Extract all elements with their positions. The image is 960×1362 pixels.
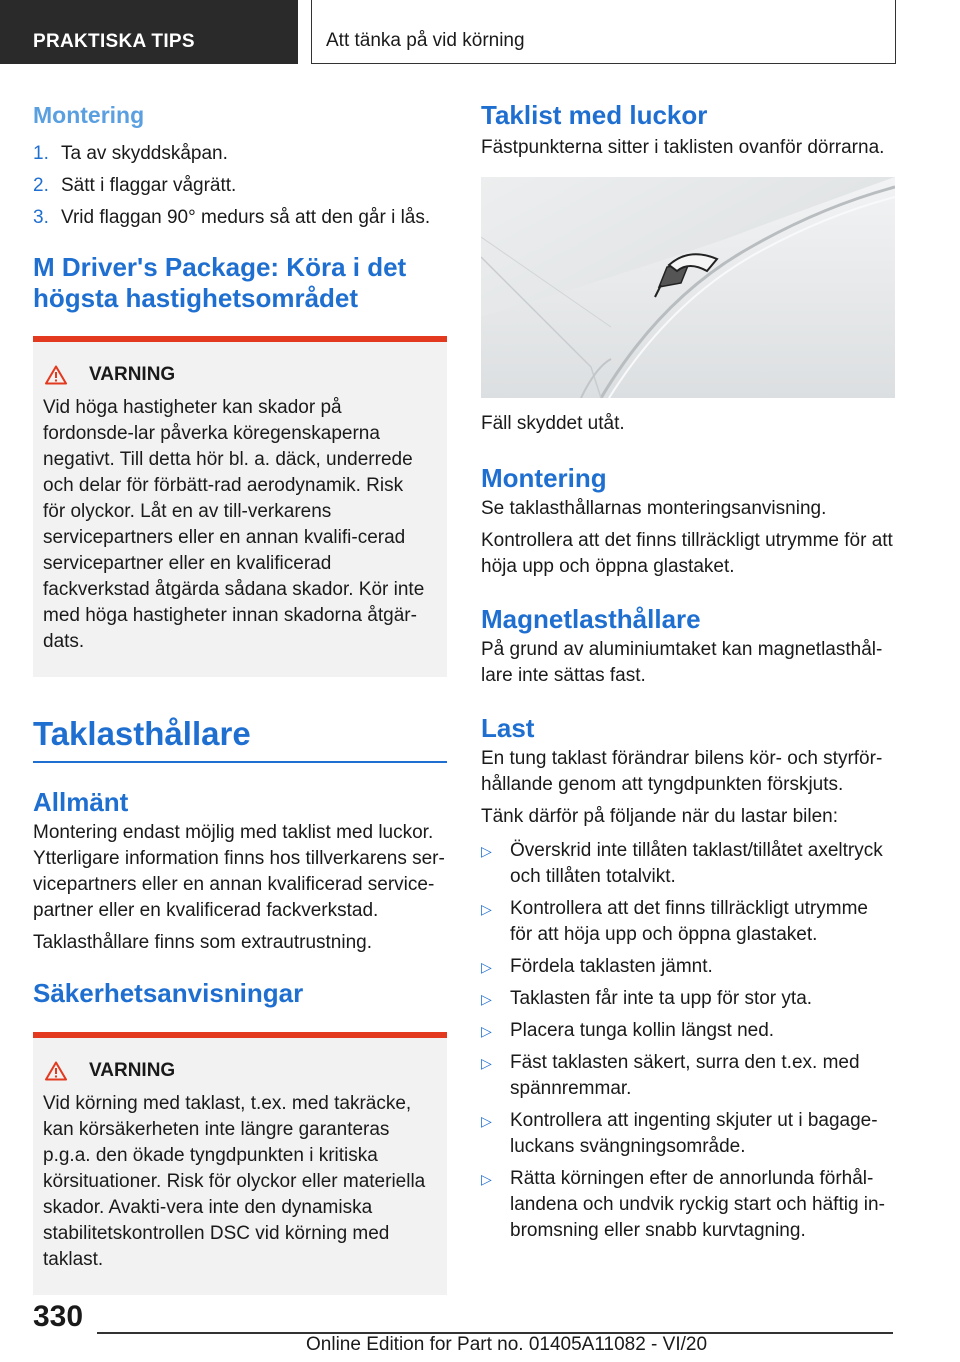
warning-title bbox=[38, 364, 427, 386]
list-item bbox=[481, 896, 895, 948]
montering-steps bbox=[33, 138, 447, 234]
magnet-paragraph: På grund av aluminiumtaket kan magnetlasthål-lare inte sättas fast. bbox=[481, 639, 883, 686]
warning-title-text: VARNING bbox=[89, 364, 176, 385]
bullet-triangle-icon: ▷ bbox=[481, 1023, 492, 1039]
allmant-paragraph-2: Taklasthållare finns som extrautrustning. bbox=[33, 931, 372, 953]
step-text: Ta av skyddskåpan. bbox=[61, 143, 228, 164]
mdriver-heading-line2: högsta hastighetsområdet bbox=[33, 283, 359, 313]
warning-title-text: VARNING bbox=[89, 1059, 176, 1081]
step-item bbox=[33, 170, 447, 202]
bullet-triangle-icon: ▷ bbox=[481, 1113, 492, 1129]
footer-edition: Online Edition for Part no. 01405A11082 - VI/20 bbox=[306, 1334, 708, 1355]
taklist-heading: Taklist med luckor bbox=[481, 100, 708, 130]
allmant-paragraph: Montering endast möjlig med taklist med luckor. Ytterligare information finns hos tillverkarens ser-vicepartners eller en annan kvalificerad service-partner eller en kvalificerad fackverkstad. bbox=[33, 821, 445, 921]
list-item-text: Fördela taklasten jämnt. bbox=[510, 956, 713, 977]
list-item-text: Kontrollera att det finns tillräckligt utrymme för att höja upp och öppna glastaket. bbox=[510, 898, 868, 945]
step-text: Vrid flaggan 90° medurs så att den går i lås. bbox=[61, 207, 431, 228]
list-item bbox=[481, 1108, 895, 1160]
step-number: 2. bbox=[33, 175, 49, 196]
bullet-triangle-icon: ▷ bbox=[481, 1171, 492, 1187]
montering-paragraph: Se taklasthållarnas monteringsanvisning. bbox=[481, 498, 827, 519]
list-item bbox=[481, 986, 895, 1012]
mdriver-heading-line1: M Driver's Package: Köra i det bbox=[33, 252, 407, 282]
warning-text: Vid höga hastigheter kan skador på fordonsde-lar påverka köregenskaperna negativt. Till detta hör bl. a. däck, underrede och delar för förbätt-rad aerodynamik. Risk för olyckor. Låt en av till-verkarens servicepartners eller en annan kvalifi-cerad servicepartner eller en kvalificerad fackverkstad åtgärda sådana skador. Kör inte med höga hastigheter innan skadorna åtgär-dats. bbox=[43, 397, 425, 652]
warning-box-roofload bbox=[33, 1032, 447, 1295]
montering-paragraph-2: Kontrollera att det finns tillräckligt utrymme för att höja upp och öppna glastaket. bbox=[481, 530, 893, 577]
list-item-text: Kontrollera att ingenting skjuter ut i bagage-luckans svängningsområde. bbox=[510, 1110, 878, 1157]
step-item bbox=[33, 202, 447, 234]
last-paragraph-2: Tänk därför på följande när du lastar bilen: bbox=[481, 806, 838, 827]
step-number: 3. bbox=[33, 207, 49, 228]
roof-rail-photo bbox=[481, 177, 895, 398]
list-item-text: Placera tunga kollin längst ned. bbox=[510, 1020, 775, 1041]
warning-title bbox=[38, 1060, 427, 1082]
left-column bbox=[33, 100, 447, 1295]
bullet-triangle-icon: ▷ bbox=[481, 843, 492, 859]
list-item bbox=[481, 1018, 895, 1044]
list-item bbox=[481, 1166, 895, 1244]
bullet-triangle-icon: ▷ bbox=[481, 991, 492, 1007]
allmant-heading: Allmänt bbox=[33, 786, 129, 817]
list-item-text: Fäst taklasten säkert, surra den t.ex. med spännremmar. bbox=[510, 1052, 860, 1099]
mdriver-heading bbox=[33, 252, 447, 314]
chapter-title: Att tänka på vid körning bbox=[311, 0, 896, 64]
bullet-triangle-icon: ▷ bbox=[481, 1055, 492, 1071]
montering-right-heading: Montering bbox=[481, 463, 607, 493]
taklasthallare-heading: Taklasthållare bbox=[33, 715, 251, 752]
load-bullet-list bbox=[481, 838, 895, 1244]
list-item bbox=[481, 1050, 895, 1102]
step-item bbox=[33, 138, 447, 170]
warning-triangle-icon bbox=[45, 365, 67, 385]
section-tab: PRAKTISKA TIPS bbox=[0, 0, 298, 64]
warning-text: Vid körning med taklast, t.ex. med takräcke, kan körsäkerheten inte längre garanteras p.g.a. den ökade tyngdpunkten i kritiska körsituationer. Risk för olyckor eller materiella skador. Avakti-vera inte den dynamiska stabilitetskontrollen DSC vid körning med taklast. bbox=[43, 1092, 426, 1270]
warning-triangle-icon bbox=[45, 1061, 67, 1081]
page-number: 330 bbox=[33, 1300, 84, 1333]
list-item-text: Taklasten får inte ta upp för stor yta. bbox=[510, 988, 813, 1009]
bullet-triangle-icon: ▷ bbox=[481, 959, 492, 975]
taklist-paragraph: Fästpunkterna sitter i taklisten ovanför dörrarna. bbox=[481, 137, 885, 158]
heading-rule bbox=[33, 761, 447, 763]
warning-box-speed bbox=[33, 336, 447, 677]
photo-caption: Fäll skyddet utåt. bbox=[481, 413, 625, 434]
list-item bbox=[481, 838, 895, 890]
bullet-triangle-icon: ▷ bbox=[481, 901, 492, 917]
last-heading: Last bbox=[481, 713, 535, 743]
right-column bbox=[481, 100, 895, 1250]
magnet-heading: Magnetlasthållare bbox=[481, 604, 701, 634]
list-item bbox=[481, 954, 895, 980]
sakerhet-heading: Säkerhetsanvisningar bbox=[33, 977, 304, 1008]
last-paragraph: En tung taklast förändrar bilens kör- och styrför-hållande genom att tyngdpunkten förskjuts. bbox=[481, 748, 883, 795]
step-text: Sätt i flaggar vågrätt. bbox=[61, 175, 237, 196]
list-item-text: Rätta körningen efter de annorlunda förhål-landena och undvik ryckig start och häftig in-bromsning eller snabb kurvtagning. bbox=[510, 1168, 885, 1241]
roof-cover-illustration bbox=[481, 177, 895, 398]
step-number: 1. bbox=[33, 143, 49, 164]
montering-heading: Montering bbox=[33, 102, 145, 128]
list-item-text: Överskrid inte tillåten taklast/tillåtet axeltryck och tillåten totalvikt. bbox=[510, 840, 883, 887]
